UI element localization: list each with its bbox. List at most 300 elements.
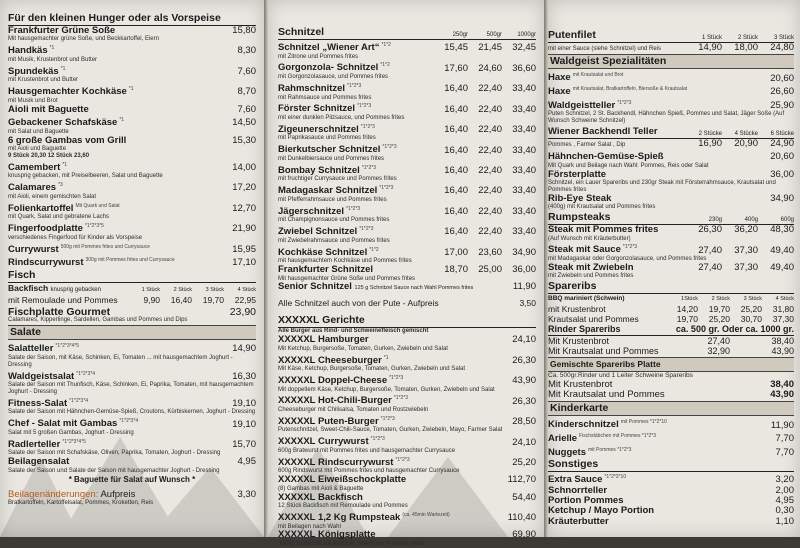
xxl-item-label: XXXXXL Hamburger (278, 334, 369, 346)
xxl-item-desc: Mit Käse, Ketchup, Burgersoße, Tomaten, Gurken, Zwiebeln und Salat (278, 366, 465, 373)
spiess-desc: Mit Quark und Beilage nach Wahl: Pommes, Reis oder Salat (548, 162, 709, 169)
spez-item-price: 20,60 (770, 72, 794, 84)
rumpsteaks-header: Rumpsteaks (548, 211, 611, 224)
gemischt-sub: Ca. 500gr.Rinder und 1 Leiter Schweine Spareribs (548, 371, 693, 379)
backhendl-name: Wiener Backhendl Teller (548, 125, 658, 137)
schnitzel-item-desc: mit Zitrone und Pommes frites (278, 53, 359, 60)
xxl-item-codes: *1*2*3 (389, 374, 404, 381)
schnitzel-item-desc: mit Pfefferrahmsauce und Pommes frites (278, 196, 387, 203)
kinder-item-codes: mit Pommes *1*2*3 (588, 446, 632, 453)
menu-item-name (8, 105, 89, 115)
schnitzel-item-prices (434, 43, 536, 53)
menu-item-codes: *1 (119, 117, 125, 124)
putenfilet-size-2: 2 Stück (737, 35, 758, 41)
kinder-item-name (548, 417, 667, 431)
schnitzel-item (278, 204, 536, 218)
kinder-list (548, 417, 794, 458)
rump-item-price-3: 48,30 (770, 224, 794, 236)
rump-item-desc: mit Zwiebeln und Pommes frites (548, 273, 634, 280)
backhendl-sizes (686, 130, 794, 138)
sonstiges-item-label: Kräuterbutter (548, 515, 609, 527)
xxl-item-name (278, 335, 369, 345)
schnitzel-item-label: Zigeunerschnitzel (278, 124, 359, 136)
waldgeist-header: Waldgeist Spezialitäten (548, 54, 794, 69)
rump-item-desc: mit Madagaskar oder Gorgonzolasauce, und Pommes frites (548, 256, 707, 263)
menu-item-desc: mit Aioli, einem gemischten Salat (8, 193, 97, 200)
menu-item (8, 84, 256, 98)
rump-item-name (548, 263, 634, 273)
schnitzel-item-price-2: 25,00 (478, 264, 502, 276)
salat-item-name (8, 457, 69, 467)
xxl-item-codes: *1*2*3 (370, 436, 385, 443)
kinderkarte-header: Kinderkarte (548, 401, 794, 416)
kinder-item-label: Nuggets (548, 446, 586, 458)
ribs-size-3: 3 Stück (743, 296, 762, 303)
xxl-item-desc: 3000g Schnitzel auf XXXXXL Tellern mit Pommes frites (278, 540, 425, 547)
menu-item-price: 14,50 (232, 117, 256, 129)
schnitzel-list (278, 40, 536, 282)
xxl-item-price: 54,40 (512, 491, 536, 503)
schnitzel-item-price-2: 22,40 (478, 164, 502, 176)
spez-item-label: Haxe (548, 86, 571, 98)
xxl-item-price: 43,90 (512, 375, 536, 387)
menu-item-price: 15,30 (232, 134, 256, 146)
schnitzel-item-desc: mit fruchtiger Currysauce und Pommes frites (278, 176, 397, 183)
xxl-list (278, 335, 536, 548)
backfisch-header-row (8, 283, 256, 295)
salat-item-name (8, 396, 88, 410)
menu-item-price: 7,60 (237, 65, 256, 77)
rump-item-prices (686, 225, 794, 235)
schnitzel-item (278, 183, 536, 197)
schnitzel-item-price-3: 33,40 (512, 205, 536, 217)
schnitzel-item-price-1: 16,40 (444, 83, 468, 95)
pute-text: Alle Schnitzel auch von der Pute - Aufpreis (278, 297, 439, 308)
schnitzel-item-name (278, 101, 371, 115)
rump-item-prices (686, 263, 794, 273)
schnitzel-item-price-1: 18,70 (444, 264, 468, 276)
xxl-header: XXXXXL Gerichte (278, 314, 536, 328)
spez-item-codes: *1*2*3 (617, 99, 632, 106)
salat-item-price: 19,10 (232, 398, 256, 410)
putenfilet-row (548, 43, 794, 53)
menu-item-name (8, 221, 104, 235)
xxl-item-desc: Mit doppeltem Käse, Ketchup, Burgersoße, Tomaten, Gurken, Zwiebeln und Salat (278, 386, 495, 393)
schnitzel-item-codes: *1*2 (381, 42, 391, 48)
schnitzel-item-price-1: 17,60 (444, 62, 468, 74)
schnitzel-item-name (278, 122, 375, 136)
rump-item-prices (686, 246, 794, 256)
menu-item-price: 17,20 (232, 182, 256, 194)
schnitzel-item-price-3: 36,60 (512, 62, 536, 74)
xxl-item-name (278, 434, 385, 448)
rinder-text: ca. 500 gr. Oder ca. 1000 gr. (675, 324, 794, 335)
gemischt-row-name: Mit Krautsalat und Pommes (548, 388, 665, 400)
xxl-item (278, 434, 536, 448)
menu-panel-right (548, 0, 800, 537)
menu-item-price: 8,30 (237, 45, 256, 57)
schnitzel-item-name (278, 81, 361, 95)
xxl-item-label: XXXXXL Puten-Burger (278, 416, 379, 428)
rump-item (548, 263, 794, 273)
schnitzel-item (278, 265, 536, 275)
backfisch-price-3: 19,70 (202, 294, 224, 305)
foersterplatte-name: Försterplatte (548, 168, 607, 180)
sonstiges-item-price: 4,95 (775, 495, 794, 507)
menu-item (8, 221, 256, 235)
spiess-item (548, 152, 794, 162)
xxl-item-label: XXXXXL Rindscurrywurst (278, 457, 394, 468)
putenfilet-sizes (686, 34, 794, 42)
xxl-item-label: XXXXXL Hot-Chili-Burger (278, 395, 392, 407)
rump-item (548, 225, 794, 235)
xxl-item-codes: *1*2*3 (395, 456, 410, 463)
schnitzel-item-price-2: 22,40 (478, 103, 502, 115)
salat-item-desc: Salate der Saison, mit Käse, Schinken, Ei, Tomaten ... mit hausgemachtem Joghurt - Dressing (8, 354, 233, 368)
menu-item-label: Handkäs (8, 45, 48, 57)
menu-item-codes: *3 (58, 182, 63, 189)
xxl-item (278, 493, 536, 503)
ribs-list (548, 304, 794, 324)
rinder-spareribs-row (548, 324, 794, 335)
schnitzel-item-price-3: 33,40 (512, 185, 536, 197)
spez-item-price: 26,60 (770, 86, 794, 98)
ribeye-item (548, 194, 794, 204)
menu-item-name (8, 160, 67, 174)
ribs-row-price-4: 37,30 (772, 314, 794, 325)
xxl-item-name (278, 475, 406, 485)
menu-item-desc-extra: 9 Stück 20,30 12 Stück 23,60 (8, 152, 90, 159)
gemischt-row (548, 390, 794, 400)
xxl-item-desc: mit Beilagen nach Wahl (278, 523, 341, 530)
menu-panel-left (0, 0, 264, 537)
rinder-list (548, 336, 794, 356)
size-500: 500gr (486, 32, 502, 38)
rump-size-230: 230g (708, 217, 722, 224)
menu-item-desc: mit Krustenbrot und Butter (8, 77, 79, 84)
xxl-item (278, 510, 536, 524)
schnitzel-item-name (278, 183, 393, 197)
pute-note (278, 298, 536, 308)
backfisch-col2: 2 Stück (173, 286, 192, 293)
kinder-item-name (548, 445, 631, 459)
schnitzel-item-prices (434, 166, 536, 176)
spez-item-desc: Puten Schnitzel, 2 St. Backhendl, Hähnchen Spieß, Pommes und Salat, Jäger Soße (Auf Wunsch Schweine Schnitzel) (548, 111, 785, 124)
xxl-item-price: 24,10 (512, 334, 536, 346)
backfisch-name: Backfisch knusprig gebacken (8, 282, 101, 293)
xxl-item-codes: (ca. 45min Wartezeit) (402, 511, 450, 518)
schnitzel-item-price-3: 33,40 (512, 144, 536, 156)
ribs-row-price-2: 19,70 (708, 304, 730, 315)
schnitzel-item-price-1: 16,40 (444, 205, 468, 217)
rinder-row-name: Mit Krautsalat und Pommes (548, 345, 659, 356)
salate-header: Salate (8, 325, 256, 340)
xxl-item-price: 26,30 (512, 395, 536, 407)
rump-size-400: 400g (744, 217, 758, 224)
schnitzel-item-desc: Mit hausgemachter Grüne Soße und Pommes frites (278, 275, 416, 282)
menu-item (8, 115, 256, 129)
schnitzel-item (278, 81, 536, 95)
xxl-item-price: 24,10 (512, 436, 536, 448)
menu-item-desc: mit Musik, Krustenbrot und Butter (8, 56, 98, 63)
menu-item (8, 255, 256, 269)
menu-item-codes: *1 (62, 161, 68, 168)
menu-item-label: Aioli mit Baguette (8, 103, 89, 115)
salat-item-label: Beilagensalat (8, 456, 70, 468)
menu-item-price: 12,70 (232, 202, 256, 214)
menu-item-price: 17,10 (232, 257, 256, 269)
schnitzel-item-prices (434, 84, 536, 94)
schnitzel-item-price-3: 36,00 (512, 264, 536, 276)
beilagen-item (8, 490, 256, 500)
salat-item-price: 4,95 (237, 456, 256, 468)
schnitzel-item-price-1: 16,40 (444, 185, 468, 197)
menu-item-name (8, 115, 124, 129)
gemischt-row-name: Mit Krustenbrot (548, 378, 613, 390)
gemischt-list (548, 380, 794, 401)
schnitzel-item (278, 60, 536, 74)
ribs-row-price-1: 19,70 (676, 314, 698, 325)
xxl-item-label: XXXXXL Cheeseburger (278, 354, 382, 366)
beilagen-desc: Bratkartoffeln, Kartoffelsalat, Pommes, Kroketten, Reis (8, 500, 154, 506)
ribeye-name: Rib-Eye Steak (548, 192, 612, 204)
spez-item-label: Waldgeistteller (548, 99, 616, 111)
salat-item-price: 15,70 (232, 438, 256, 450)
rinder-row (548, 336, 794, 346)
xxl-item-codes: *1*2*3 (380, 415, 395, 422)
xxl-item-price: 26,30 (512, 354, 536, 366)
kinder-item-price: 7,70 (775, 433, 794, 445)
menu-item (8, 26, 256, 36)
salat-item-codes: *1*2*3*4 (69, 397, 89, 404)
schnitzel-item-price-2: 22,40 (478, 124, 502, 136)
xxl-item-codes: *1 (383, 354, 389, 361)
ribs-row-price-1: 14,20 (676, 304, 698, 315)
xxl-item (278, 335, 536, 345)
ribs-size-1: 1Stück (681, 296, 698, 303)
spareribs-header: Spareribs (548, 280, 794, 294)
rump-item-price-1: 26,30 (698, 224, 722, 236)
schnitzel-item-desc: mit einer dunklen Pilzsauce, und Pommes frites (278, 114, 405, 121)
rump-item-price-3: 49,40 (770, 261, 794, 273)
sonstiges-item-label: Portion Pommes (548, 495, 624, 507)
putenfilet-size-3: 3 Stück (773, 35, 794, 41)
rinder-row-name: Mit Krustenbrot (548, 335, 610, 346)
xxl-item-price: 69,90 (512, 529, 536, 541)
menu-item-desc: mit Aioli und Baguette (8, 146, 67, 152)
schnitzel-item-price-1: 15,45 (444, 42, 468, 54)
schnitzel-item-price-3: 33,40 (512, 164, 536, 176)
rump-item-desc: (Auf Wunsch mit Kräuterbutter) (548, 235, 631, 242)
menu-item-label: Frankfurter Grüne Soße (8, 25, 116, 36)
salate-list (8, 341, 256, 474)
sonstiges-item-codes: *1*2*3*10 (604, 474, 627, 481)
xxl-item-desc: (8) Gambas mit Aioli & Baguette (278, 485, 364, 492)
schnitzel-item (278, 122, 536, 136)
sonstiges-item-label: Schnorrteller (548, 484, 608, 496)
spezialitaeten-list (548, 70, 794, 125)
salat-item-label: Fitness-Salat (8, 398, 68, 410)
sonstiges-header: Sonstiges (548, 458, 794, 472)
schnitzel-item-prices (434, 105, 536, 115)
rinder-row-price-1: 27,40 (707, 335, 730, 346)
menu-item-label: Hausgemachter Kochkäse (8, 86, 127, 98)
backhendl-size-2: 4 Stücke (734, 130, 758, 137)
salat-item-desc: Salate der Saison mit Schafskäse, Oliven, Paprika, Tomaten, Joghurt - Dressing (8, 450, 221, 457)
menu-item (8, 105, 256, 115)
spez-item (548, 70, 794, 84)
menu-item-codes: *1 (49, 45, 55, 52)
ribs-row-name: Krautsalat und Pommes (548, 314, 639, 325)
schnitzel-item-name (278, 142, 397, 156)
xxl-item-name (278, 455, 410, 469)
backhendl-price-3: 24,90 (770, 137, 794, 149)
menu-item (8, 180, 256, 194)
schnitzel-item-codes: *1*2*3 (360, 123, 375, 130)
ribeye-desc: (400g) mit Krautsalat und Pommes frites (548, 204, 656, 211)
menu-item (8, 201, 256, 215)
schnitzel-item-price-1: 16,40 (444, 226, 468, 238)
rinder-row-price-1: 32,90 (707, 345, 730, 356)
rump-item-price-2: 37,30 (734, 244, 758, 256)
schnitzel-item-codes: *1*2*3 (382, 144, 397, 151)
rump-item-label: Steak mit Pommes frites (548, 224, 659, 236)
schnitzel-item-price-3: 32,45 (512, 42, 536, 54)
rump-item (548, 242, 794, 256)
rump-item-price-2: 36,20 (734, 224, 758, 236)
schnitzel-item-price-3: 33,40 (512, 124, 536, 136)
fischplatte-name: Fischplatte Gourmet (8, 305, 111, 318)
schnitzel-item-label: Zwiebel Schnitzel (278, 226, 358, 238)
menu-item-label: Spundekäs (8, 65, 59, 77)
menu-item-desc: mit Salat und Baguette (8, 128, 69, 135)
schnitzel-item-price-1: 16,40 (444, 103, 468, 115)
kinder-item-price: 11,90 (770, 419, 794, 431)
xxl-item-name (278, 493, 363, 503)
kinder-item-label: Kinderschnitzel (548, 419, 619, 431)
schnitzel-item-prices (434, 207, 536, 217)
schnitzel-item (278, 142, 536, 156)
salat-item (8, 396, 256, 410)
spez-item-label: Haxe (548, 72, 571, 84)
schnitzel-item-price-1: 16,40 (444, 164, 468, 176)
schnitzel-item-desc: mit Gorgonzolasauce, und Pommes frites (278, 74, 389, 81)
schnitzel-item-price-1: 17,00 (444, 246, 468, 258)
ribs-row-name: mit Krustenbrot (548, 304, 606, 315)
schnitzel-item-name (278, 40, 391, 54)
rump-item-price-1: 27,40 (698, 244, 722, 256)
gemischt-header: Gemischte Spareribs Platte (548, 357, 794, 372)
salat-item-name (8, 341, 79, 355)
xxl-item-name (278, 353, 389, 367)
xxl-item-codes: *1*2*3 (393, 395, 409, 402)
salat-item-name (8, 416, 138, 430)
xxl-item-desc: 600g Bratwurst mit Pommes frites und hausgemachter Currysauce (278, 447, 456, 454)
senior-name: Senior Schnitzel (278, 281, 352, 293)
schnitzel-item (278, 40, 536, 54)
schnitzel-item-label: Frankfurter Schnitzel (278, 264, 374, 276)
ribs-row (548, 314, 794, 324)
xxl-item (278, 475, 536, 485)
schnitzel-item-name (278, 204, 360, 218)
menu-item-desc: Mit hausgemachter grüne Soße, und Beckkartoffel, Eiern (8, 36, 159, 43)
menu-item (8, 160, 256, 174)
salat-item-desc: Salate der Saison und Salate der Saison mit hausgemachter Joghurt - Dressing (8, 467, 220, 474)
sonstiges-item-label: Extra Sauce (548, 474, 603, 486)
schnitzel-item-label: Rahmschnitzel (278, 83, 346, 95)
schnitzel-item-prices (434, 146, 536, 156)
salat-item-name (8, 437, 86, 451)
fischplatte-desc: Calamares, Kipperlinge, Sardellen, Gambas und Pommes und Dips (8, 317, 188, 324)
menu-item-name (8, 84, 134, 98)
menu-item (8, 242, 256, 256)
xxl-item-price: 28,50 (512, 416, 536, 428)
rinder-row (548, 346, 794, 356)
rump-item-name (548, 225, 658, 235)
menu-item-label: Camembert (8, 161, 61, 173)
panel1-title: Für den kleinen Hunger oder als Vorspeise (8, 12, 256, 26)
backhendl-size-3: 6 Stücke (770, 130, 794, 137)
schnitzel-item-price-1: 16,40 (444, 124, 468, 136)
ribs-row-price-3: 30,70 (740, 314, 762, 325)
menu-item-desc: mit Quark, Salat und gebratene Lachs (8, 214, 110, 221)
schnitzel-item-prices (434, 265, 536, 275)
salat-item-label: Radlerteller (8, 438, 61, 450)
spez-item-name (548, 70, 624, 84)
menu-item-codes: 300g mit Pommes frites und Currysauce (85, 257, 175, 264)
putenfilet-price-3: 24,80 (770, 42, 794, 53)
xxl-sub: Alle Burger aus Rind- und Schweinefleisch gemischt (278, 328, 429, 335)
beilagen-text: Aufpreis (100, 488, 136, 500)
rump-item-price-3: 49,40 (770, 244, 794, 256)
menu-item-desc: verschiedenes Fingerfood für Kinder als Vorspeise (8, 234, 143, 241)
menu-item-name (8, 43, 54, 57)
putenfilet-price-2: 18,00 (734, 42, 758, 53)
sonstiges-item-price: 2,00 (775, 484, 794, 496)
menu-item-price: 21,90 (232, 223, 256, 235)
xxl-item-label: XXXXXL Currywurst (278, 436, 369, 448)
schnitzel-item-codes: *1*2*3 (347, 82, 362, 89)
schnitzel-item-codes: *1*2*3 (359, 226, 374, 233)
salat-item-codes: *1*2*3*4*5 (55, 343, 80, 350)
schnitzel-item-name (278, 245, 379, 259)
xxl-item-price: 112,70 (507, 474, 536, 486)
putenfilet-desc: mit einer Sauce (siehe Schnitzel) und Reis (548, 46, 662, 52)
ribs-header-row (548, 294, 794, 304)
backfisch-price-4: 22,95 (234, 294, 256, 305)
schnitzel-item-label: Bierkutscher Schnitzel (278, 144, 381, 156)
schnitzel-item-codes: *1*2*3 (361, 164, 377, 171)
sonstiges-item (548, 517, 794, 527)
menu-item-price: 7,60 (237, 103, 256, 115)
menu-item-name (8, 180, 63, 194)
schnitzel-item-name (278, 265, 373, 275)
salat-item-name (8, 369, 95, 383)
xxl-item-name (278, 530, 375, 540)
menu-item-label: Fingerfoodplatte (8, 223, 83, 235)
ribs-row-price-4: 31,80 (772, 304, 794, 315)
ribs-row-price-2: 25,20 (708, 314, 730, 325)
salat-item-price: 14,90 (232, 343, 256, 355)
senior-price: 11,90 (512, 281, 536, 293)
kinder-item-name (548, 431, 656, 445)
menu-item-label: Folienkartoffel (8, 202, 74, 214)
schnitzel-item-price-2: 23,60 (478, 246, 502, 258)
schnitzel-item-desc: mit Zwiebelrahmsauce und Pommes frites (278, 237, 390, 244)
menu-item-codes: 500g mit Pommes frites und Currysauce (60, 243, 150, 250)
schnitzel-item-desc: mit Rahmsauce und Pommes frites (278, 94, 372, 101)
spez-item (548, 84, 794, 98)
